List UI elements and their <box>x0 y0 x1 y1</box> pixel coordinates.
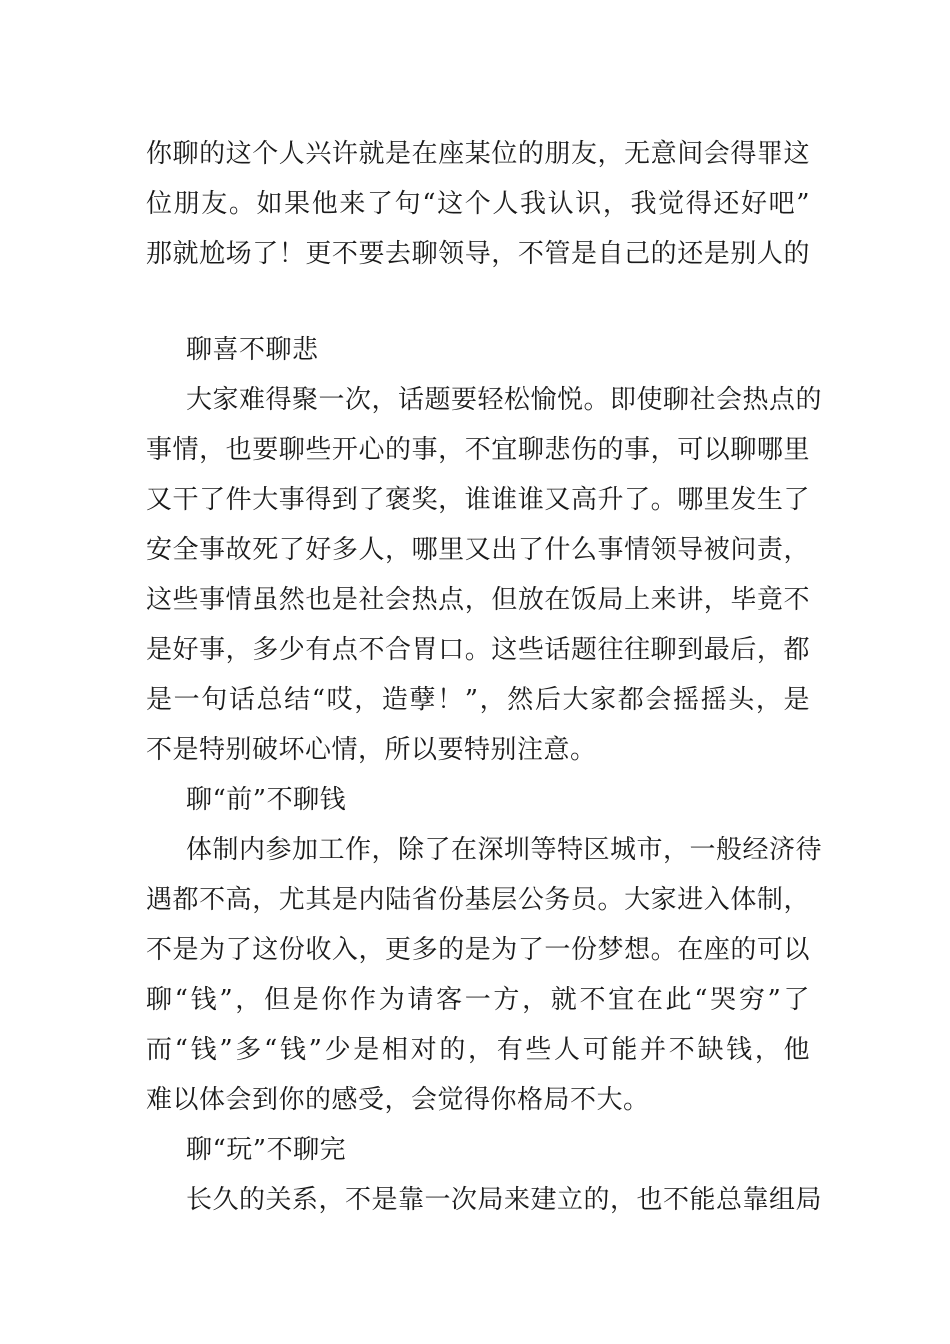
section-heading-3: 聊“玩”不聊完 <box>186 1135 347 1165</box>
section-2-line-2: 遇都不高，尤其是内陆省份基层公务员。大家进入体制， <box>146 885 810 915</box>
intro-line-1: 你聊的这个人兴许就是在座某位的朋友，无意间会得罪这 <box>146 139 810 169</box>
section-2-line-4: 聊“钱”，但是你作为请客一方，就不宜在此“哭穷”了 <box>146 985 810 1015</box>
section-2-line-1: 体制内参加工作，除了在深圳等特区城市，一般经济待 <box>186 835 823 865</box>
section-1-line-4: 安全事故死了好多人，哪里又出了什么事情领导被问责， <box>146 535 810 565</box>
section-2-line-6: 难以体会到你的感受，会觉得你格局不大。 <box>146 1085 650 1115</box>
section-1-line-7: 是一句话总结“哎，造孽！”，然后大家都会摇摇头，是 <box>146 685 810 715</box>
intro-line-2: 位朋友。如果他来了句“这个人我认识，我觉得还好吧” <box>146 189 810 219</box>
section-1-line-3: 又干了件大事得到了褒奖，谁谁谁又高升了。哪里发生了 <box>146 485 810 515</box>
section-2-line-5: 而“钱”多“钱”少是相对的，有些人可能并不缺钱，他 <box>146 1035 810 1065</box>
section-1-line-5: 这些事情虽然也是社会热点，但放在饭局上来讲，毕竟不 <box>146 585 810 615</box>
section-1-line-2: 事情，也要聊些开心的事，不宜聊悲伤的事，可以聊哪里 <box>146 435 810 465</box>
section-heading-1: 聊喜不聊悲 <box>186 335 319 365</box>
intro-line-3: 那就尬场了！更不要去聊领导，不管是自己的还是别人的 <box>146 239 810 269</box>
section-1-line-6: 是好事，多少有点不合胃口。这些话题往往聊到最后，都 <box>146 635 810 665</box>
section-3-line-1: 长久的关系，不是靠一次局来建立的，也不能总靠组局 <box>186 1185 823 1215</box>
section-heading-2: 聊“前”不聊钱 <box>186 785 347 815</box>
section-2-line-3: 不是为了这份收入，更多的是为了一份梦想。在座的可以 <box>146 935 810 965</box>
section-1-line-8: 不是特别破坏心情，所以要特别注意。 <box>146 735 597 765</box>
section-1-line-1: 大家难得聚一次，话题要轻松愉悦。即使聊社会热点的 <box>186 385 823 415</box>
